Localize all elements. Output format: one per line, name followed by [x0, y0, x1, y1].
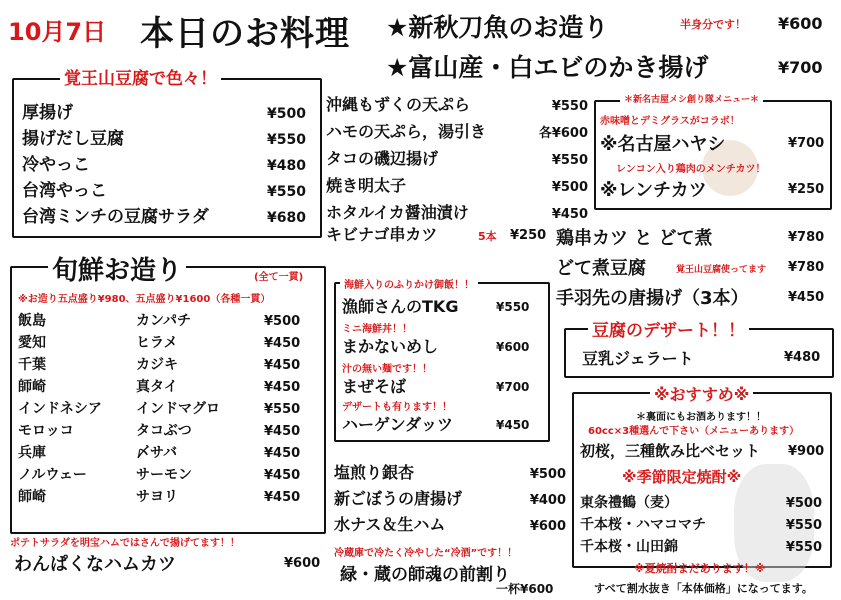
reishu-price: 一杯¥600 [496, 582, 554, 596]
mazesoba-price: ¥700 [496, 380, 530, 394]
middle-item-name: ホタルイカ醤油漬け [326, 203, 469, 222]
sashimi-price: ¥450 [264, 468, 301, 483]
sashimi-price: ¥450 [264, 446, 301, 461]
sashimi-fish: タコぶつ [136, 423, 192, 439]
special-sanma-note: 半身分です！ [680, 18, 746, 31]
sashimi-origin: ノルウェー [18, 467, 87, 483]
tofu-item [22, 124, 306, 149]
shochu-price: ¥550 [785, 518, 822, 533]
special-sanma-price: ¥600 [778, 14, 823, 33]
page-title: 本日のお料理 [140, 14, 350, 54]
haagen-name: ハーゲンダッツ [342, 415, 454, 434]
sashimi-fish: 〆サバ [136, 445, 178, 461]
dessert-note: デザートも有ります！！ [342, 402, 452, 413]
middle-item [326, 146, 588, 169]
shochu-item [580, 514, 822, 534]
bottom-mid-item-price: ¥400 [529, 493, 566, 508]
bottom-mid-item [334, 486, 566, 509]
summer-shochu-note: ※夏焼酎まだあります！※ [634, 562, 766, 575]
reishu-name: 緑・蔵の師魂の前割り [340, 565, 510, 585]
shochu-item [580, 492, 822, 512]
tofu-item [22, 150, 306, 175]
makanai-note: ミニ海鮮丼！！ [342, 324, 412, 335]
sashimi-fish: インドマグロ [136, 401, 220, 417]
special-sanma-name: ★新秋刀魚のお造り [386, 13, 609, 42]
sashimi-fish: サヨリ [136, 489, 178, 505]
shochu-name: 千本桜・ハマコマチ [580, 517, 706, 533]
osusume-note1: ＊裏面にもお酒あります！！ [636, 412, 766, 423]
bottom-mid-item-name: 塩煎り銀杏 [334, 463, 415, 482]
sashimi-row [18, 354, 314, 374]
tofu-item-price: ¥550 [267, 184, 306, 200]
sashimi-note: ※お造り五点盛り¥980、五点盛り¥1600（各種一貫） [18, 294, 271, 305]
sashimi-fish: ヒラメ [136, 335, 178, 351]
renchi-note: レンコン入り鶏肉のメンチカツ！ [616, 164, 766, 175]
tofu-item-name: 台湾ミンチの豆腐サラダ [22, 207, 209, 227]
sashimi-row [18, 376, 314, 396]
price-footer-note: すべて割水抜き「本体価格」になってます。 [594, 582, 813, 595]
sashimi-fish: サーモン [136, 467, 192, 483]
sashimi-row [18, 332, 314, 352]
shochu-name: 東条禮鶴（麦） [580, 495, 678, 511]
makanai-price: ¥600 [496, 340, 530, 354]
special-shiroebi-name: ★富山産・白エビのかき揚げ [386, 53, 709, 82]
seasonal-shochu-heading: ※季節限定焼酎※ [622, 468, 742, 486]
right-item-price: ¥780 [788, 260, 825, 275]
tkg-name: 漁師さんのTKG [342, 297, 459, 316]
tofu-item [22, 176, 306, 201]
middle-item-price: ¥450 [551, 207, 588, 222]
mazesoba-note: 汁の無い麺です！！ [342, 364, 432, 375]
tofu-item-name: 冷やっこ [22, 155, 90, 175]
middle-item-name: 沖縄もずくの天ぷら [326, 95, 471, 114]
middle-item-name: タコの磯辺揚げ [326, 149, 439, 168]
kibinago-note: 5本 [478, 230, 497, 243]
tofu-item-price: ¥550 [267, 132, 306, 148]
sashimi-fish: 真タイ [136, 379, 178, 395]
tofu-item-price: ¥480 [267, 158, 306, 174]
right-item-name: どて煮豆腐 [556, 258, 646, 279]
middle-item [326, 119, 588, 142]
middle-item-price: 各¥600 [538, 126, 588, 141]
bottom-mid-item-price: ¥600 [529, 519, 566, 534]
sashimi-origin: モロッコ [18, 423, 74, 439]
renchi-name: ※レンチカツ [600, 180, 707, 201]
right-item-price: ¥450 [788, 290, 825, 305]
sashimi-origin: 愛知 [18, 335, 46, 351]
tofu-item-price: ¥500 [267, 106, 306, 122]
sashimi-heading-note: (全て一貫) [254, 272, 304, 283]
middle-item-price: ¥550 [551, 99, 588, 114]
nomikurabe-name: 初桜，三種飲み比べセット [580, 442, 761, 460]
reishu-note: 冷蔵庫で冷たく冷やした“冷酒”です！！ [334, 548, 518, 559]
right-item-note: 覚王山豆腐使ってます [676, 265, 767, 275]
middle-item-name: 焼き明太子 [326, 176, 407, 195]
tkg-price: ¥550 [496, 300, 530, 314]
sashimi-price: ¥450 [264, 358, 301, 373]
dessert-price: ¥480 [784, 350, 821, 365]
hamkatsu-note: ポテトサラダを明宝ハムではさんで揚げてます！！ [10, 538, 240, 549]
haagen-price: ¥450 [496, 418, 530, 432]
sashimi-row [18, 442, 314, 462]
osusume-note2: 60cc×3種選んで下さい（メニューあります） [588, 426, 800, 437]
sashimi-origin: 師崎 [18, 489, 46, 505]
kibinago-price: ¥250 [510, 228, 547, 243]
sashimi-row [18, 464, 314, 484]
sashimi-price: ¥450 [264, 380, 301, 395]
dessert-name: 豆乳ジェラート [582, 349, 694, 368]
sashimi-row [18, 486, 314, 506]
shochu-price: ¥500 [785, 496, 822, 511]
sashimi-row [18, 310, 314, 330]
sashimi-heading: 旬鮮お造り [48, 250, 186, 287]
sashimi-row [18, 398, 314, 418]
middle-item-price: ¥500 [551, 180, 588, 195]
sashimi-price: ¥450 [264, 490, 301, 505]
hayashi-name: ※名古屋ハヤシ [600, 134, 726, 155]
right-item-name: 鶏串カツ と どて煮 [556, 228, 713, 249]
sashimi-price: ¥450 [264, 336, 301, 351]
sashimi-origin: インドネシア [18, 401, 102, 417]
tofu-item-price: ¥680 [267, 210, 306, 226]
hayashi-note: 赤味噌とデミグラスがコラボ！ [600, 116, 740, 127]
special-shiroebi-price: ¥700 [778, 58, 823, 77]
tkg-note: 海鮮入りのふりかけ御飯！！ [340, 276, 478, 291]
sashimi-price: ¥550 [264, 402, 301, 417]
right-item-name: 手羽先の唐揚げ（3本） [556, 288, 749, 309]
nagoya-heading: ＊新名古屋メシ創り隊メニュー＊ [620, 92, 763, 105]
kibinago-name: キビナゴ串カツ [326, 225, 438, 244]
middle-item [326, 173, 588, 196]
middle-item-name: ハモの天ぷら，湯引き [326, 122, 487, 141]
bottom-mid-item-name: 水ナス＆生ハム [334, 515, 446, 534]
sashimi-row [18, 420, 314, 440]
osusume-heading: ※おすすめ※ [650, 382, 753, 405]
makanai-name: まかないめし [342, 337, 439, 356]
middle-item [326, 92, 588, 115]
middle-item [326, 200, 588, 223]
tofu-item [22, 202, 306, 227]
tofu-item-name: 厚揚げ [22, 103, 73, 123]
hayashi-price: ¥700 [788, 136, 825, 151]
date-label: 10月7日 [8, 18, 107, 46]
tofu-item-name: 台湾やっこ [22, 181, 107, 201]
sashimi-price: ¥500 [264, 314, 301, 329]
tofu-item [22, 98, 306, 123]
mazesoba-name: まぜそば [342, 377, 407, 396]
sashimi-origin: 兵庫 [18, 445, 46, 461]
sashimi-origin: 千葉 [18, 357, 46, 373]
right-item-price: ¥780 [788, 230, 825, 245]
shochu-name: 千本桜・山田錦 [580, 539, 678, 555]
renchi-price: ¥250 [788, 182, 825, 197]
sashimi-origin: 飯島 [18, 313, 46, 329]
bottom-mid-item [334, 460, 566, 483]
sashimi-price: ¥450 [264, 424, 301, 439]
tofu-item-name: 揚げだし豆腐 [22, 129, 124, 149]
bottom-mid-item-price: ¥500 [529, 467, 566, 482]
hamkatsu-name: わんぱくなハムカツ [14, 554, 176, 575]
tofu-heading: 覚王山豆腐で色々！ [60, 64, 221, 89]
hamkatsu-price: ¥600 [284, 556, 321, 571]
bottom-mid-item-name: 新ごぼうの唐揚げ [334, 489, 463, 508]
sashimi-origin: 師崎 [18, 379, 46, 395]
dessert-heading: 豆腐のデザート！！ [588, 316, 749, 341]
nomikurabe-price: ¥900 [788, 444, 825, 459]
middle-item-price: ¥550 [551, 153, 588, 168]
bottom-mid-item [334, 512, 566, 535]
shochu-price: ¥550 [785, 540, 822, 555]
sashimi-fish: カジキ [136, 357, 178, 373]
sashimi-fish: カンパチ [136, 313, 192, 329]
shochu-item [580, 536, 822, 556]
